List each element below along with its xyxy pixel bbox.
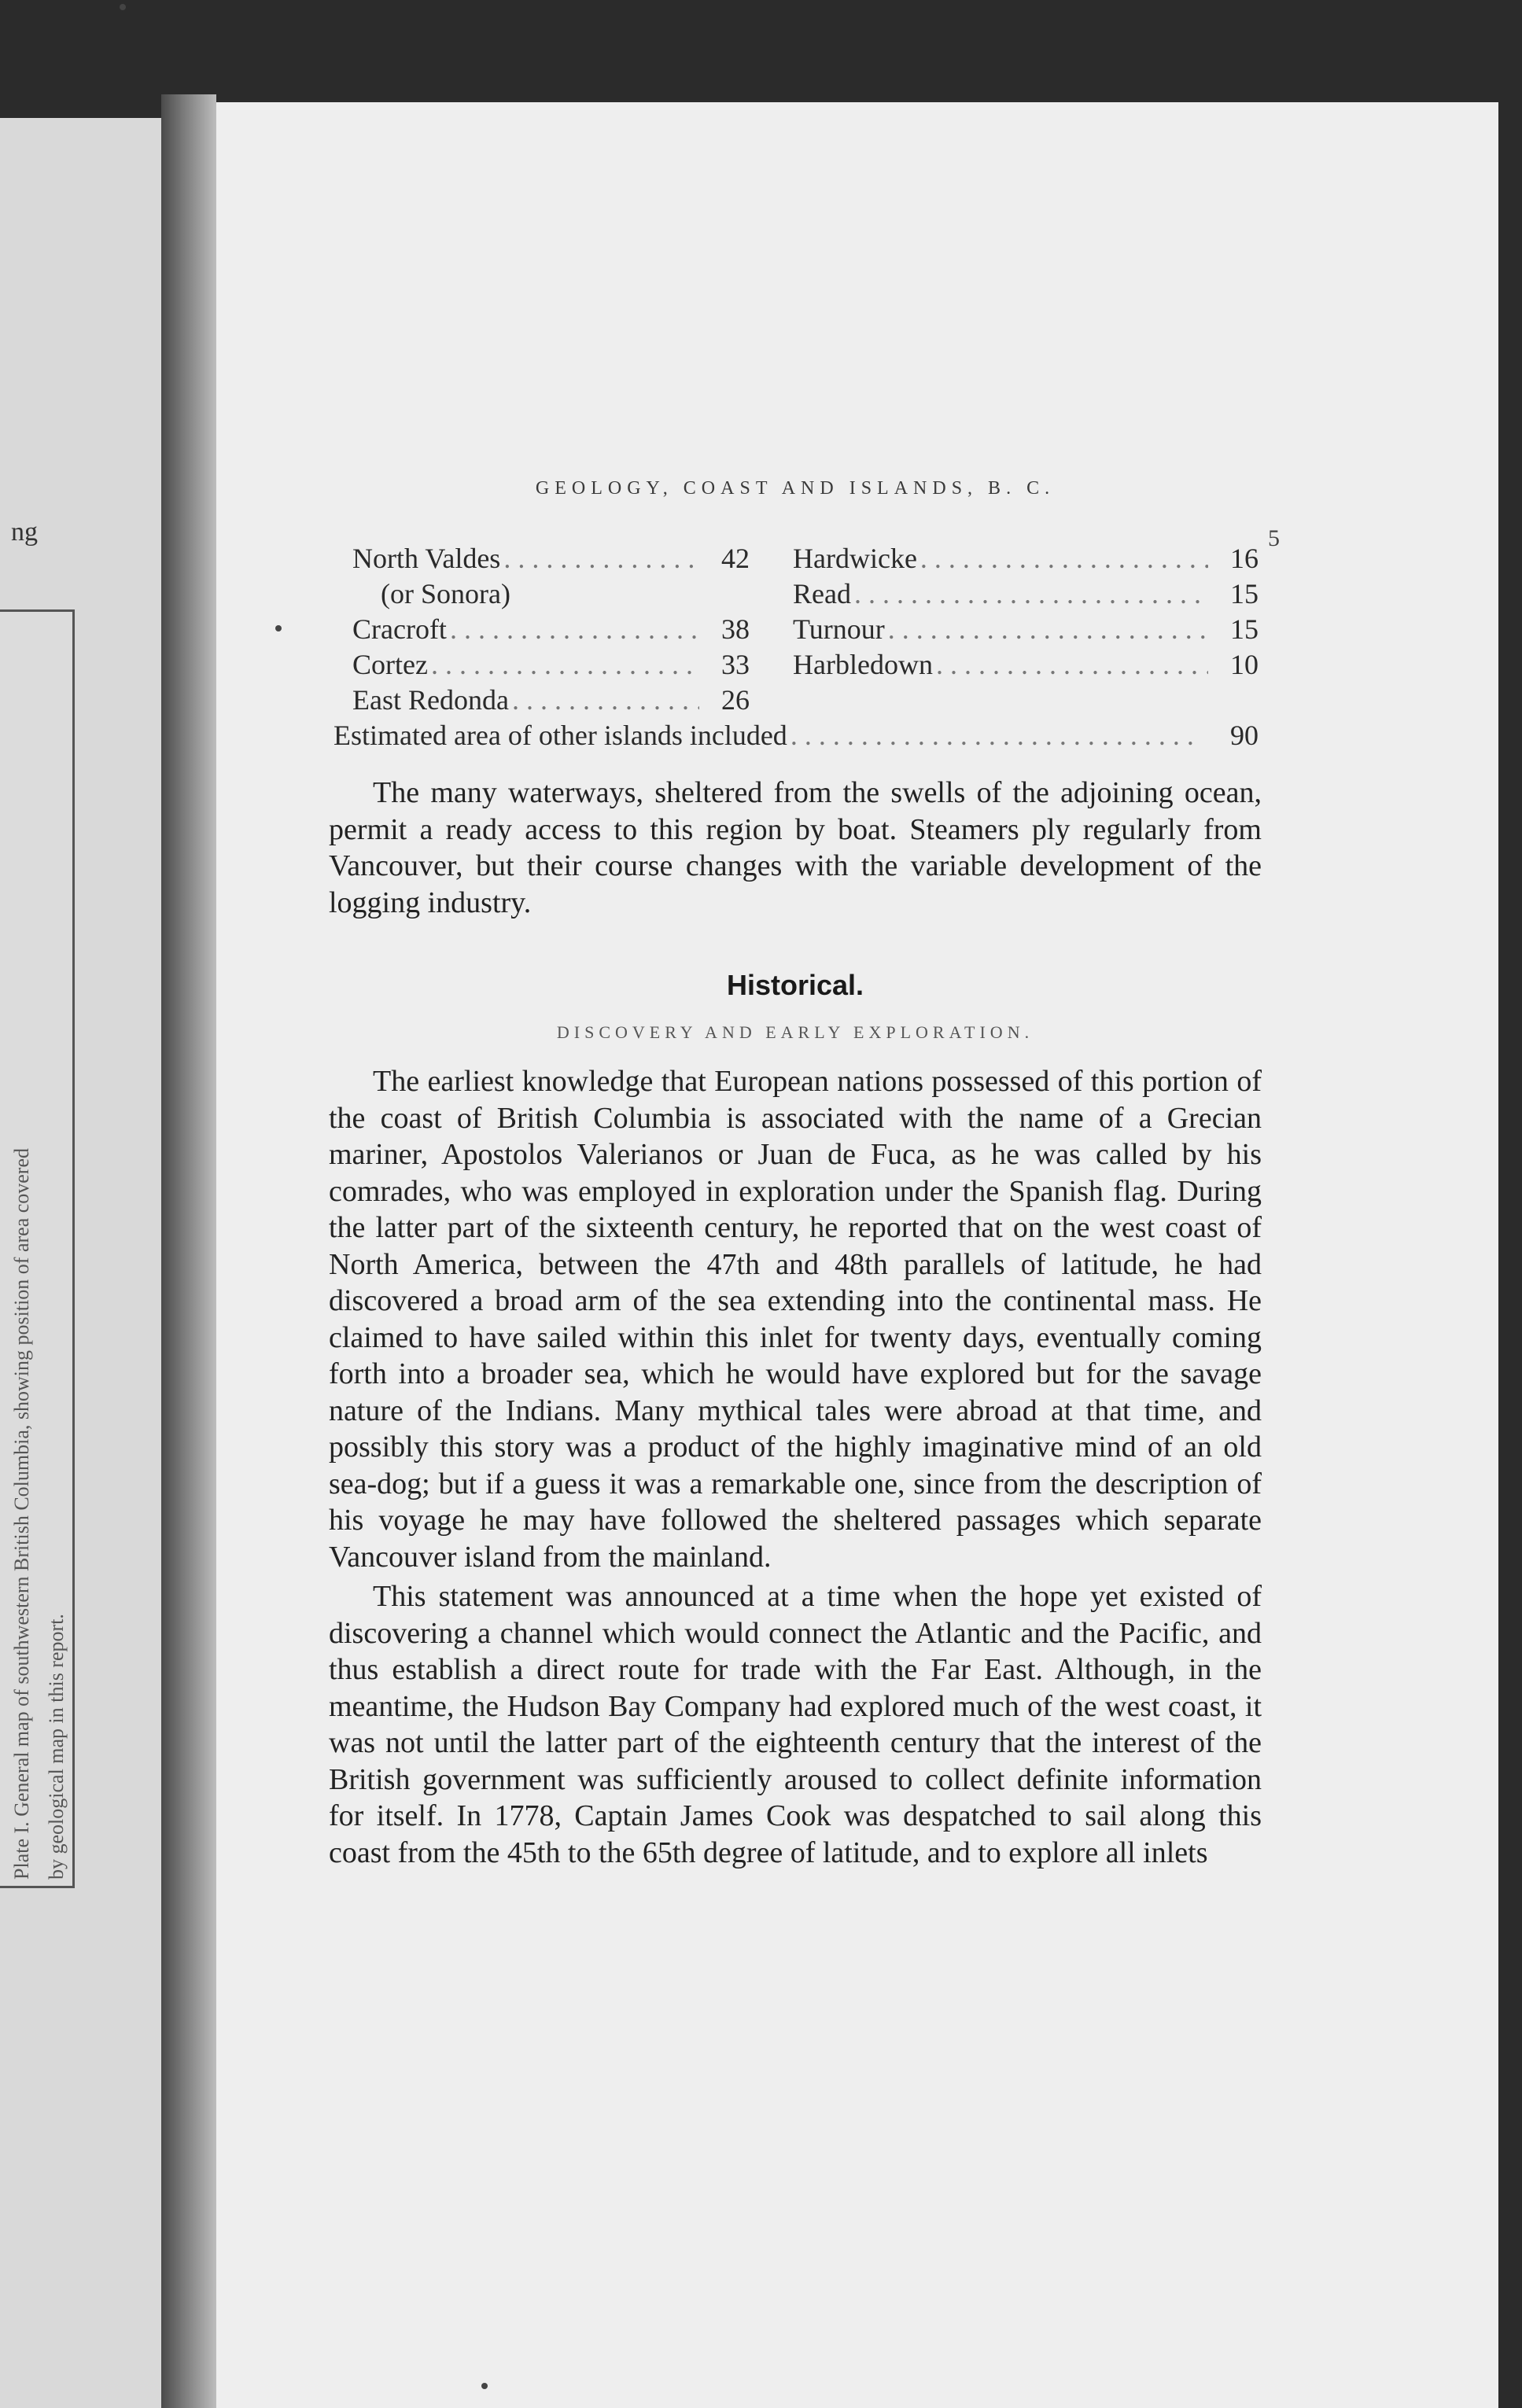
- table-row: [793, 576, 1259, 612]
- island-name: Cortez: [352, 649, 428, 680]
- island-name: North Valdes: [352, 543, 501, 574]
- table-row: [793, 541, 1259, 576]
- page-fold: [161, 94, 216, 2408]
- paragraph-earliest-knowledge: The earliest knowledge that European nations possessed of this portion of the coast of British Columbia is associated with the name of a Grecian mariner, Apostolos Valerianos or Juan de Fuca, as he was called by his comrades, who was employed in exploration under the Spanish flag. During the latter part of the sixteenth century, he reported that on the west coast of North America, between the 47th and 48th parallels of latitude, he had discovered a broad arm of the sea extending into the continental mass. He claimed to have sailed within this inlet for twenty days, eventually coming forth into a broader sea, which he would have explored but for the savage nature of the Indians. Many mythical tales were abroad at that time, and possibly this story was a product of the highly imaginative mind of an old sea-dog; but if a guess it was a remarkable one, since from the description of his voyage he may have followed the sheltered passages which separate Vancouver island from the mainland.: [329, 1065, 1262, 1574]
- dot-leader: [450, 612, 699, 647]
- island-area: 16: [1230, 543, 1259, 574]
- table-row: [352, 647, 750, 683]
- island-name: Cracroft: [352, 613, 447, 645]
- island-name: Harbledown: [793, 649, 933, 680]
- dot-leader: [790, 718, 1200, 753]
- dot-leader: [431, 647, 699, 683]
- plate-caption: [5, 621, 99, 1880]
- island-area: 38: [721, 613, 750, 645]
- plate-caption-line-1: Plate I. General map of southwestern British Columbia, showing position of area covered: [10, 1147, 33, 1880]
- island-area: 15: [1230, 578, 1259, 609]
- island-area: 15: [1230, 613, 1259, 645]
- islands-column-left: [352, 541, 750, 718]
- island-name: Hardwicke: [793, 543, 917, 574]
- table-row: [352, 576, 750, 612]
- island-name: Read: [793, 578, 851, 609]
- island-area: 10: [1230, 649, 1259, 680]
- speck: [481, 2383, 488, 2389]
- running-head: GEOLOGY, COAST AND ISLANDS, B. C.: [535, 478, 1056, 499]
- left-page-fragment: ng: [11, 517, 38, 547]
- dot-leader: [936, 647, 1208, 683]
- table-row: [793, 647, 1259, 683]
- subsection-heading: DISCOVERY AND EARLY EXPLORATION.: [556, 1022, 1034, 1042]
- dot-leader: [503, 541, 699, 576]
- islands-column-right: [793, 541, 1259, 718]
- speck: [275, 625, 282, 631]
- dot-leader: [512, 683, 699, 718]
- paragraph-statement: This statement was announced at a time when the hope yet existed of discovering a channel which would connect the Atlantic and the Pacific, and thus establish a direct route for trade with the Far East. Although, in the meantime, the Hudson Bay Company had explored much of the west coast, it was not until the latter part of the eighteenth century that the interest of the British government was sufficiently aroused to collect definite information for itself. In 1778, Captain James Cook was despatched to sail along this coast from the 45th to the 65th degree of latitude, and to explore all inlets: [329, 1580, 1262, 1869]
- islands-table: [334, 541, 1259, 753]
- total-label: Estimated area of other islands included: [334, 720, 787, 751]
- island-name: Turnour: [793, 613, 885, 645]
- speck: [120, 4, 126, 10]
- island-area: 26: [721, 684, 750, 716]
- plate-caption-line-2: by geological map in this report.: [45, 1614, 68, 1880]
- table-row: [352, 541, 750, 576]
- island-name: East Redonda: [352, 684, 509, 716]
- dot-leader: [888, 612, 1208, 647]
- island-area: 33: [721, 649, 750, 680]
- table-row: [352, 683, 750, 718]
- dot-leader: [920, 541, 1208, 576]
- paragraph-waterways: The many waterways, sheltered from the swells of the adjoining ocean, permit a ready access to this region by boat. Steamers ply regularly from Vancouver, but their course changes with the variable development of the logging industry.: [329, 776, 1262, 919]
- body-text-history: [329, 1063, 1262, 1871]
- table-row: [793, 612, 1259, 647]
- island-area: 42: [721, 543, 750, 574]
- table-total-row: [334, 718, 1259, 753]
- dot-leader: [854, 576, 1208, 612]
- table-row: [352, 612, 750, 647]
- island-name: (or Sonora): [381, 578, 510, 609]
- body-text-top: [329, 775, 1262, 921]
- total-area: 90: [1230, 720, 1259, 751]
- section-heading: Historical.: [726, 969, 864, 1001]
- page-number: 5: [1268, 525, 1280, 551]
